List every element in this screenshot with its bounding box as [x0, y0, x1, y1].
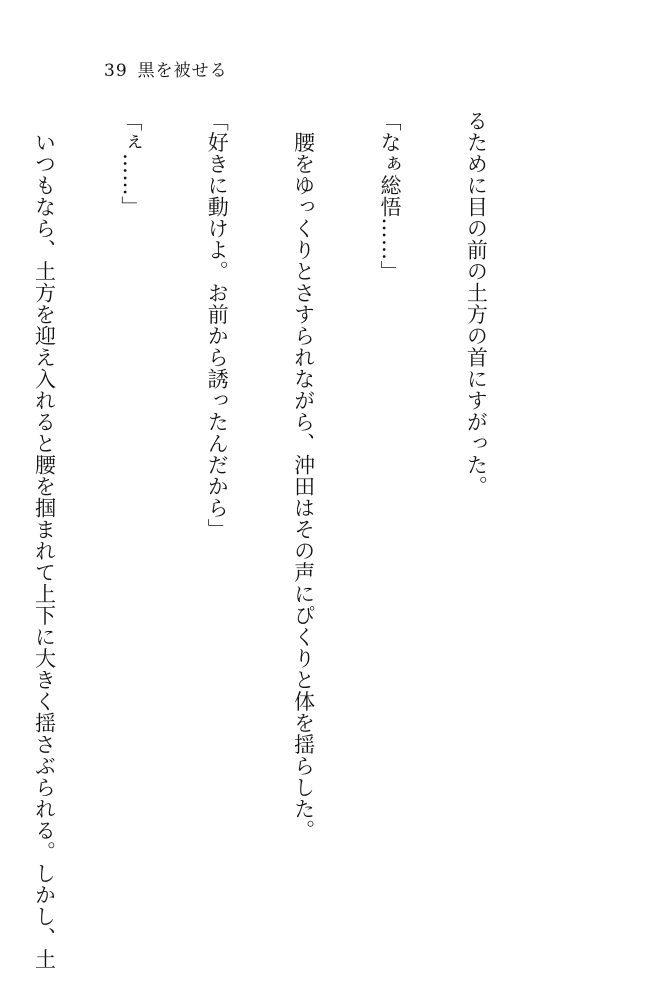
page-header	[104, 56, 228, 81]
text-line: 「ぇ……」	[118, 110, 143, 218]
text-line: 「なぁ総悟……」	[378, 110, 403, 282]
chapter-title: 黒を被せる	[137, 61, 228, 81]
text-line: 腰をゆっくりとさすられながら、沖田はその声にぴくりと体を揺らした。	[291, 110, 316, 841]
text-line: るために目の前の土方の首にすがった。	[464, 110, 489, 497]
page-number: 39	[104, 61, 128, 81]
text-line: 「好きに動けよ。お前から誘ったんだから」	[205, 110, 230, 540]
body-text	[0, 110, 548, 970]
text-line: いつもなら、土方を迎え入れると腰を掴まれて上下に大きく揺さぶられる。しかし、土	[32, 110, 57, 970]
